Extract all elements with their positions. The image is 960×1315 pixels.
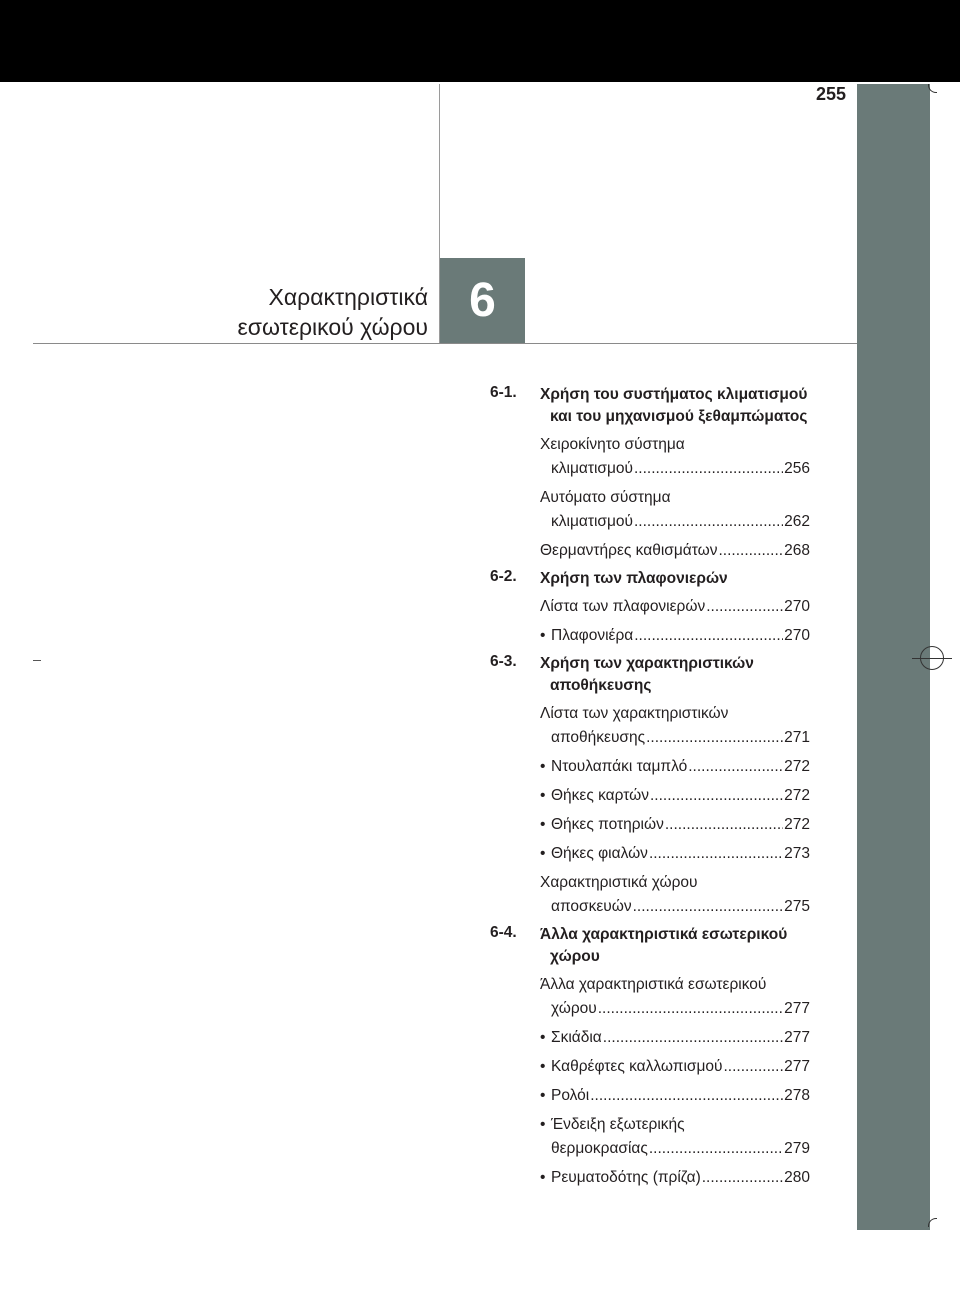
entry-label: Ντουλαπάκι ταμπλό [551,758,688,775]
entry-label: Ρευματοδότης (πρίζα) [551,1169,701,1186]
toc-entry[interactable] [490,624,810,648]
top-black-bar [0,0,960,82]
bullet-icon: • [540,1087,546,1104]
toc-entry[interactable] [490,486,810,534]
section-6-4 [490,924,810,968]
leader-dots [590,1084,783,1108]
toc-entry[interactable] [490,1166,810,1190]
entry-page: 277 [784,1058,810,1075]
bullet-icon: • [540,1116,546,1133]
entry-page: 270 [784,627,810,644]
bullet-icon: • [540,787,546,804]
toc-entry[interactable] [490,1084,810,1108]
leader-dots [649,1137,783,1161]
section-title: Άλλα χαρακτηριστικά εσωτερικού χώρου [540,926,788,965]
leader-dots [603,1026,783,1050]
entry-label: κλιματισμού [551,513,633,530]
leader-dots [633,895,784,919]
section-6-2 [490,568,810,590]
bullet-icon: • [540,845,546,862]
entry-label-line-1: Χαρακτηριστικά χώρου [540,874,698,891]
entry-label: κλιματισμού [551,460,633,477]
leader-dots [646,726,783,750]
entry-label-line-1: Ένδειξη εξωτερικής [551,1116,685,1133]
entry-label: Σκιάδια [551,1029,602,1046]
entry-page: 280 [784,1169,810,1186]
entry-label: Καθρέφτες καλλωπισμού [551,1058,723,1075]
leader-dots [724,1055,784,1079]
entry-page: 277 [784,1029,810,1046]
entry-page: 268 [784,542,810,559]
section-number: 6-1. [490,384,517,401]
toc-entry[interactable] [490,1055,810,1079]
entry-page: 272 [784,787,810,804]
toc-entry[interactable] [490,1113,810,1161]
leader-dots [634,624,783,648]
leader-dots [702,1166,783,1190]
crop-mark-bottom [928,1218,937,1227]
entry-page: 262 [784,513,810,530]
bullet-icon: • [540,1029,546,1046]
chapter-title-line-2: εσωτερικού χώρου [237,314,428,340]
section-title: Χρήση των χαρακτηριστικών αποθήκευσης [540,655,754,694]
entry-page: 272 [784,758,810,775]
bullet-icon: • [540,816,546,833]
entry-page: 277 [784,1000,810,1017]
toc-entry[interactable] [490,755,810,779]
section-6-1 [490,384,810,428]
bullet-icon: • [540,627,546,644]
leader-dots [706,595,783,619]
entry-label-line-1: Άλλα χαρακτηριστικά εσωτερικού [540,976,767,993]
entry-page: 272 [784,816,810,833]
toc-entry[interactable] [490,842,810,866]
leader-dots [634,457,783,481]
leader-dots [598,997,783,1021]
toc-entry[interactable] [490,973,810,1021]
toc-entry[interactable] [490,1026,810,1050]
bullet-icon: • [540,758,546,775]
registration-mark [920,646,944,670]
entry-page: 279 [784,1140,810,1157]
entry-label: Ρολόι [551,1087,590,1104]
horizontal-divider [33,343,857,344]
table-of-contents [490,384,810,1195]
section-number: 6-3. [490,653,517,670]
page-number: 255 [815,84,846,104]
entry-label: χώρου [551,1000,597,1017]
entry-label: Θήκες φιαλών [551,845,648,862]
entry-page: 278 [784,1087,810,1104]
bullet-icon: • [540,1169,546,1186]
entry-label: Θήκες καρτών [551,787,649,804]
leader-dots [688,755,783,779]
bullet-icon: • [540,1058,546,1075]
leader-dots [650,784,783,808]
entry-page: 271 [784,729,810,746]
entry-page: 270 [784,598,810,615]
section-number: 6-2. [490,568,517,585]
entry-label: Λίστα των πλαφονιερών [540,598,706,615]
leader-dots [718,539,783,563]
toc-entry[interactable] [490,702,810,750]
toc-entry[interactable] [490,595,810,619]
entry-label: αποσκευών [551,898,632,915]
entry-page: 275 [784,898,810,915]
entry-page: 273 [784,845,810,862]
toc-entry[interactable] [490,433,810,481]
chapter-number-box: 6 [440,258,525,343]
entry-label: Θήκες ποτηριών [551,816,664,833]
section-6-3 [490,653,810,697]
toc-entry[interactable] [490,539,810,563]
leader-dots [634,510,783,534]
entry-label-line-1: Λίστα των χαρακτηριστικών [540,705,729,722]
leader-dots [665,813,783,837]
section-title: Χρήση των πλαφονιερών [540,570,728,587]
crop-mark-left [33,660,41,661]
chapter-title-line-1: Χαρακτηριστικά [268,284,428,310]
entry-label: αποθήκευσης [551,729,646,746]
chapter-title [238,282,428,342]
toc-entry[interactable] [490,813,810,837]
section-title: Χρήση του συστήματος κλιματισμού και του μηχανισμού ξεθαμπώματος [540,386,808,425]
toc-entry[interactable] [490,871,810,919]
entry-label: Πλαφονιέρα [551,627,634,644]
leader-dots [649,842,783,866]
entry-label-line-1: Αυτόματο σύστημα [540,489,671,506]
section-number: 6-4. [490,924,517,941]
entry-label-line-1: Χειροκίνητο σύστημα [540,436,685,453]
entry-page: 256 [784,460,810,477]
entry-label: Θερμαντήρες καθισμάτων [540,542,718,559]
entry-label: θερμοκρασίας [551,1140,648,1157]
toc-entry[interactable] [490,784,810,808]
